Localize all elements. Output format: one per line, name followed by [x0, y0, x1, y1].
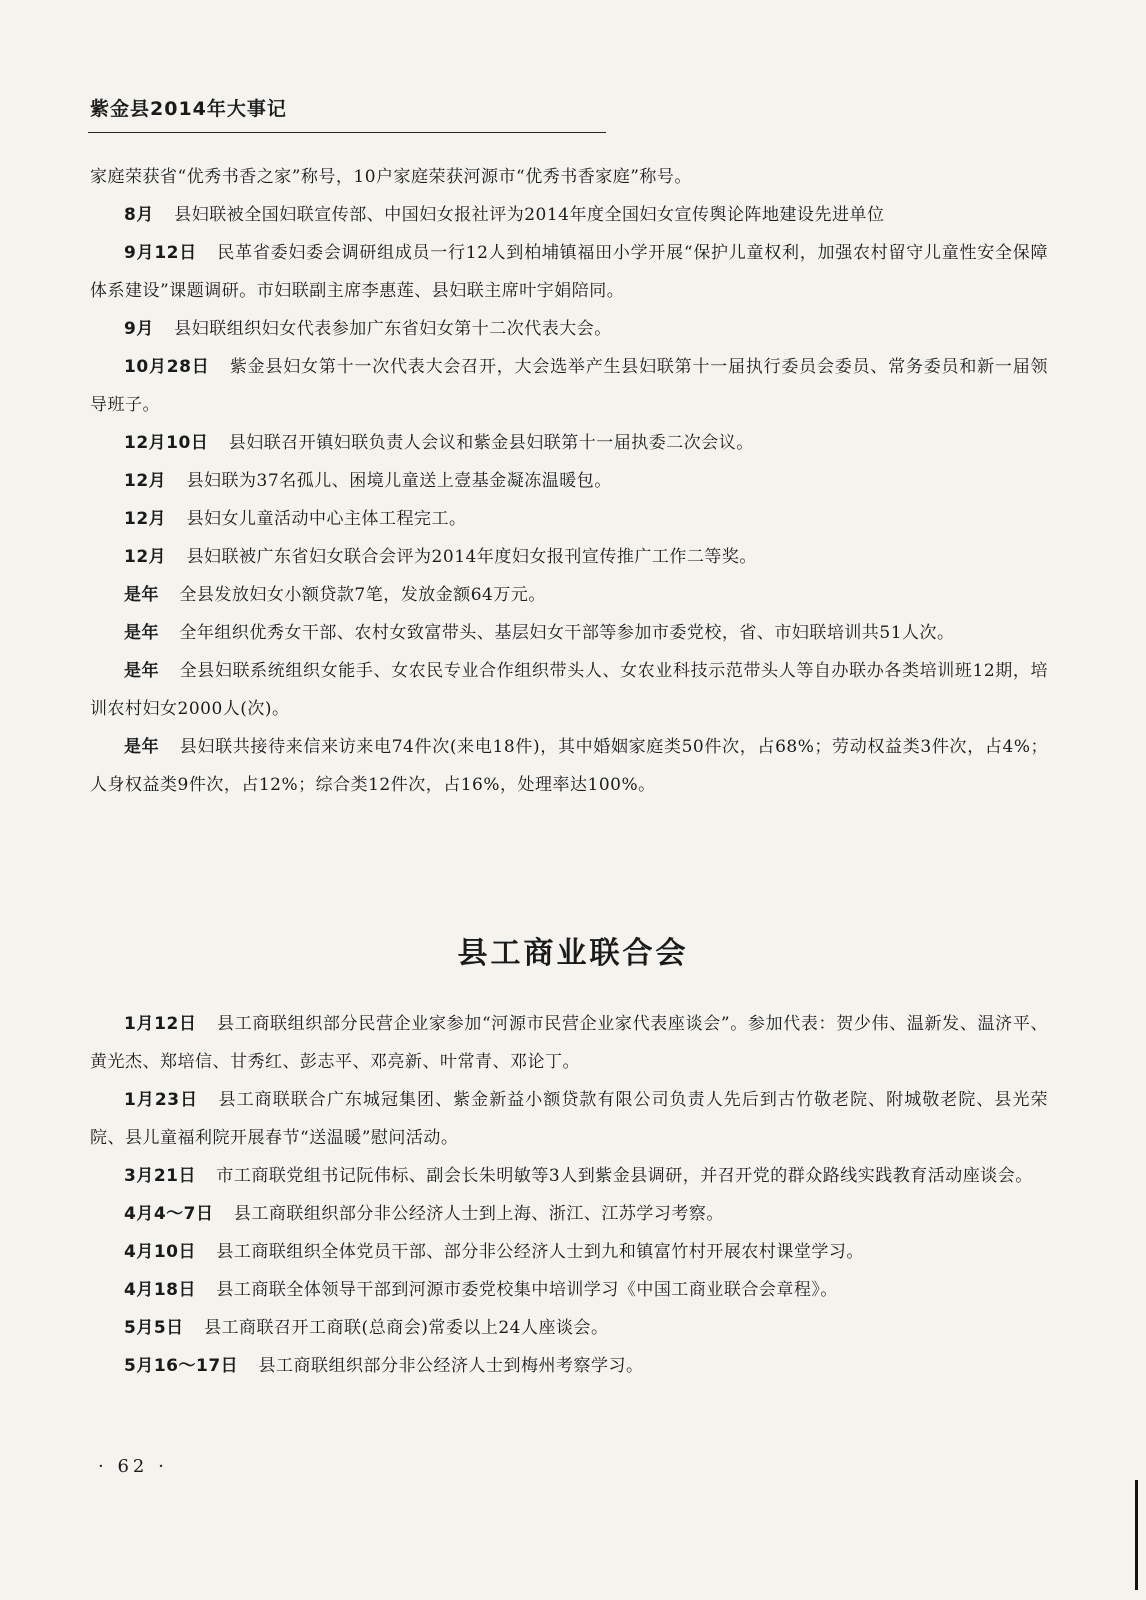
entry-text: 县工商联组织部分民营企业家参加“河源市民营企业家代表座谈会”。参加代表：贺少伟、温新发、温济平、黄光杰、郑培信、甘秀红、彭志平、邓亮新、叶常青、邓论丁。 — [90, 1014, 1048, 1072]
header-rule — [88, 132, 606, 133]
entry-paragraph — [90, 1309, 1048, 1347]
entry-date: 1月23日 — [124, 1090, 199, 1110]
entry-paragraph — [90, 424, 1048, 462]
women-federation-entries — [90, 158, 1048, 804]
entry-text: 市工商联党组书记阮伟标、副会长朱明敏等3人到紫金县调研，并召开党的群众路线实践教育活动座谈会。 — [216, 1166, 1033, 1186]
entry-date: 4月18日 — [124, 1280, 196, 1300]
entry-text: 全县发放妇女小额贷款7笔，发放金额64万元。 — [179, 585, 546, 605]
entry-paragraph — [90, 196, 1048, 234]
entry-paragraph — [90, 728, 1048, 804]
entry-date: 9月 — [124, 319, 154, 339]
entry-date: 9月12日 — [124, 243, 197, 263]
entry-paragraph — [90, 1233, 1048, 1271]
entry-text: 县妇联组织妇女代表参加广东省妇女第十二次代表大会。 — [174, 319, 612, 339]
entry-date: 4月10日 — [124, 1242, 196, 1262]
entry-text: 县工商联组织全体党员干部、部分非公经济人士到九和镇富竹村开展农村课堂学习。 — [216, 1242, 864, 1262]
entry-paragraph — [90, 310, 1048, 348]
entry-paragraph — [90, 1081, 1048, 1157]
entry-text: 民革省委妇委会调研组成员一行12人到柏埔镇福田小学开展“保护儿童权利，加强农村留守儿童性安全保障体系建设”课题调研。市妇联副主席李惠莲、县妇联主席叶宇娟陪同。 — [90, 243, 1048, 301]
entry-paragraph — [90, 614, 1048, 652]
entry-text: 县工商联组织部分非公经济人士到上海、浙江、江苏学习考察。 — [233, 1204, 724, 1224]
entry-date: 12月10日 — [124, 433, 209, 453]
entry-date: 12月 — [124, 547, 167, 567]
entry-date: 是年 — [124, 585, 159, 605]
entry-paragraph — [90, 1195, 1048, 1233]
entry-date: 12月 — [124, 471, 167, 491]
entry-paragraph — [90, 462, 1048, 500]
entry-date: 是年 — [124, 623, 159, 643]
entry-text: 县妇联被广东省妇女联合会评为2014年度妇女报刊宣传推广工作二等奖。 — [186, 547, 757, 567]
entry-text: 县妇联召开镇妇联负责人会议和紫金县妇联第十一届执委二次会议。 — [228, 433, 754, 453]
entry-paragraph — [90, 1157, 1048, 1195]
continuation-paragraph: 家庭荣获省“优秀书香之家”称号，10户家庭荣获河源市“优秀书香家庭”称号。 — [90, 167, 692, 187]
entry-text: 县妇联共接待来信来访来电74件次(来电18件)，其中婚姻家庭类50件次，占68%；劳动权益类3件次，占4%；人身权益类9件次，占12%；综合类12件次，占16%，处理率达100%。 — [90, 737, 1049, 795]
entry-paragraph — [90, 1347, 1048, 1385]
entry-text: 县妇女儿童活动中心主体工程完工。 — [186, 509, 467, 529]
scan-edge-mark — [1135, 1480, 1138, 1590]
entry-paragraph — [90, 348, 1048, 424]
entry-date: 3月21日 — [124, 1166, 196, 1186]
entry-paragraph — [90, 1271, 1048, 1309]
entry-date: 12月 — [124, 509, 167, 529]
entry-paragraph — [90, 538, 1048, 576]
section-title: 县工商业联合会 — [457, 936, 689, 971]
entry-text: 县妇联被全国妇联宣传部、中国妇女报社评为2014年度全国妇女宣传舆论阵地建设先进单位 — [174, 205, 885, 225]
entry-text: 县妇联为37名孤儿、困境儿童送上壹基金凝冻温暖包。 — [186, 471, 612, 491]
entry-date: 10月28日 — [124, 357, 210, 377]
entry-paragraph — [90, 234, 1048, 310]
entry-text: 全年组织优秀女干部、农村女致富带头、基层妇女干部等参加市委党校，省、市妇联培训共51人次。 — [179, 623, 955, 643]
entry-date: 8月 — [124, 205, 154, 225]
page-number: · 62 · — [98, 1456, 168, 1477]
entry-text: 县工商联联合广东城冠集团、紫金新益小额贷款有限公司负责人先后到古竹敬老院、附城敬老院、县光荣院、县儿童福利院开展春节“送温暖”慰问活动。 — [90, 1090, 1048, 1148]
entry-paragraph — [90, 500, 1048, 538]
entry-paragraph — [90, 652, 1048, 728]
entry-text: 县工商联召开工商联(总商会)常委以上24人座谈会。 — [204, 1318, 609, 1338]
entry-paragraph — [90, 1005, 1048, 1081]
entry-date: 1月12日 — [124, 1014, 197, 1034]
running-head: 紫金县2014年大事记 — [90, 98, 287, 120]
entry-text: 全县妇联系统组织女能手、女农民专业合作组织带头人、女农业科技示范带头人等自办联办各类培训班12期，培训农村妇女2000人(次)。 — [90, 661, 1049, 719]
entry-text: 县工商联组织部分非公经济人士到梅州考察学习。 — [258, 1356, 644, 1376]
entry-date: 5月5日 — [124, 1318, 184, 1338]
entry-paragraph — [90, 576, 1048, 614]
entry-date: 4月4～7日 — [124, 1204, 214, 1224]
entry-text: 紫金县妇女第十一次代表大会召开，大会选举产生县妇联第十一届执行委员会委员、常务委员和新一届领导班子。 — [90, 357, 1048, 415]
commerce-federation-entries — [90, 1005, 1048, 1385]
entry-text: 县工商联全体领导干部到河源市委党校集中培训学习《中国工商业联合会章程》。 — [216, 1280, 838, 1300]
entry-date: 是年 — [124, 661, 160, 681]
entry-date: 是年 — [124, 737, 160, 757]
entry-date: 5月16～17日 — [124, 1356, 239, 1376]
